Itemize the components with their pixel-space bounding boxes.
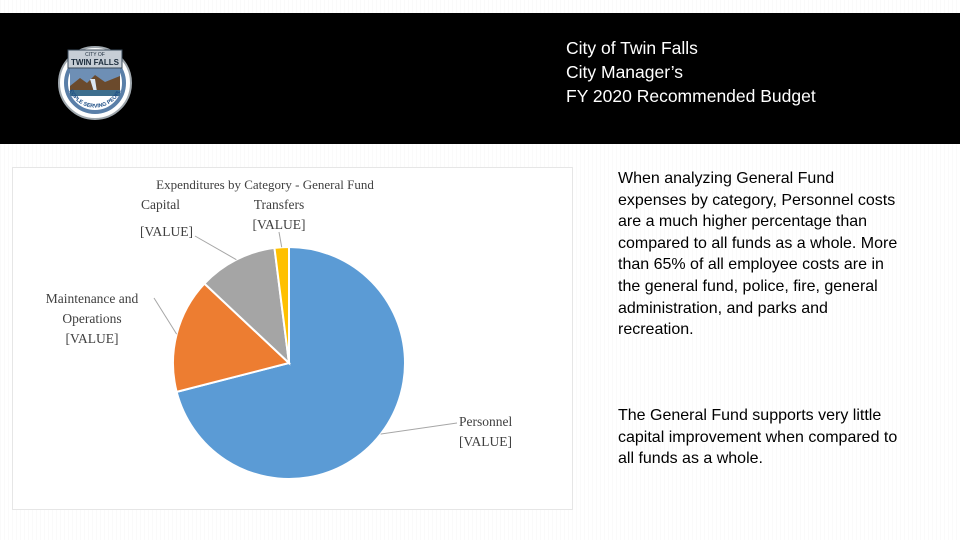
logo-top-text: CITY OF bbox=[85, 52, 105, 58]
leader-transfers bbox=[279, 232, 282, 247]
header-line-1: City of Twin Falls bbox=[566, 38, 698, 58]
chart-title: Expenditures by Category - General Fund bbox=[156, 177, 374, 192]
slice-label-maintenance-line1: Maintenance and bbox=[45, 291, 139, 306]
slice-label-maintenance-value: [VALUE] bbox=[65, 331, 119, 346]
slice-label-capital-value: [VALUE] bbox=[140, 224, 193, 239]
city-logo bbox=[54, 42, 136, 120]
leader-maintenance bbox=[154, 298, 177, 334]
header-line-3: FY 2020 Recommended Budget bbox=[566, 86, 816, 106]
header-title bbox=[566, 36, 946, 108]
slice-label-capital-name: Capital bbox=[141, 197, 180, 212]
slice-label-maintenance-line2: Operations bbox=[62, 311, 122, 326]
chart-frame bbox=[12, 167, 573, 510]
leader-capital bbox=[195, 236, 236, 260]
slice-label-personnel-value: [VALUE] bbox=[459, 434, 512, 449]
slice-label-personnel-name: Personnel bbox=[459, 414, 513, 429]
slice-label-transfers-value: [VALUE] bbox=[252, 217, 306, 232]
header-line-2: City Manager’s bbox=[566, 62, 684, 82]
leader-personnel bbox=[381, 423, 457, 434]
logo-name: TWIN FALLS bbox=[71, 58, 119, 67]
slice-label-transfers-name: Transfers bbox=[253, 197, 305, 212]
analysis-paragraph-1: When analyzing General Fund expenses by category, Personnel costs are a much higher percentage than compared to all funds as a whole. More than 65% of all employee costs are in the general fund, police, fire, general administration, and parks and recreation. bbox=[618, 170, 898, 339]
analysis-paragraph-2: The General Fund supports very little capital improvement when compared to all funds as a whole. bbox=[618, 407, 898, 468]
pie-chart bbox=[13, 168, 572, 509]
logo-ring-text: EOPLE SERVING PEOPL bbox=[67, 88, 123, 110]
